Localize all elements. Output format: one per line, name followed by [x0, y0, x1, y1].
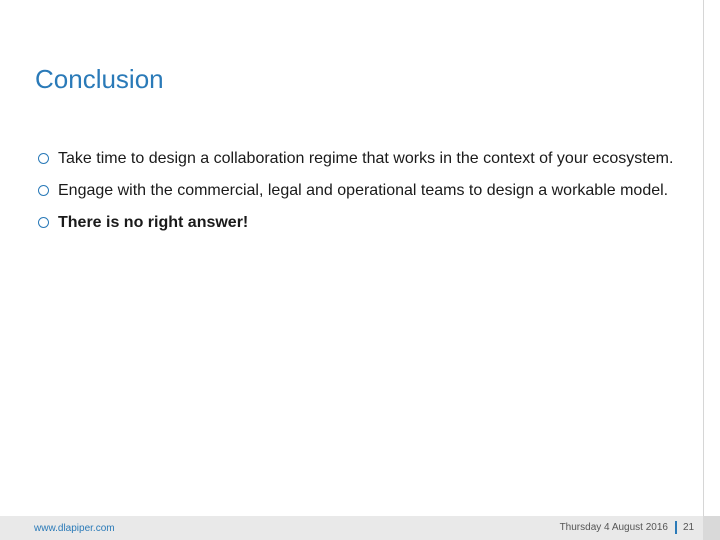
bullet-text: Take time to design a collaboration regime that works in the context of your ecosystem. — [58, 150, 674, 167]
footer-date: Thursday 4 August 2016 — [559, 522, 668, 533]
footer-edge-block — [703, 516, 720, 540]
page-number: 21 — [683, 522, 695, 533]
hollow-circle-icon — [38, 185, 49, 196]
bullet-item — [38, 212, 698, 234]
hollow-circle-icon — [38, 153, 49, 164]
right-divider — [703, 0, 704, 516]
bullet-text: There is no right answer! — [58, 214, 249, 231]
footer-bar — [0, 516, 720, 540]
footer-separator — [675, 521, 677, 534]
slide-title: Conclusion — [35, 64, 164, 94]
bullet-item — [38, 180, 698, 202]
bullet-text: Engage with the commercial, legal and operational teams to design a workable model. — [58, 182, 669, 199]
hollow-circle-icon — [38, 217, 49, 228]
bullet-list — [38, 148, 698, 244]
footer-url-link[interactable]: www.dlapiper.com — [34, 523, 115, 534]
bullet-item — [38, 148, 698, 170]
